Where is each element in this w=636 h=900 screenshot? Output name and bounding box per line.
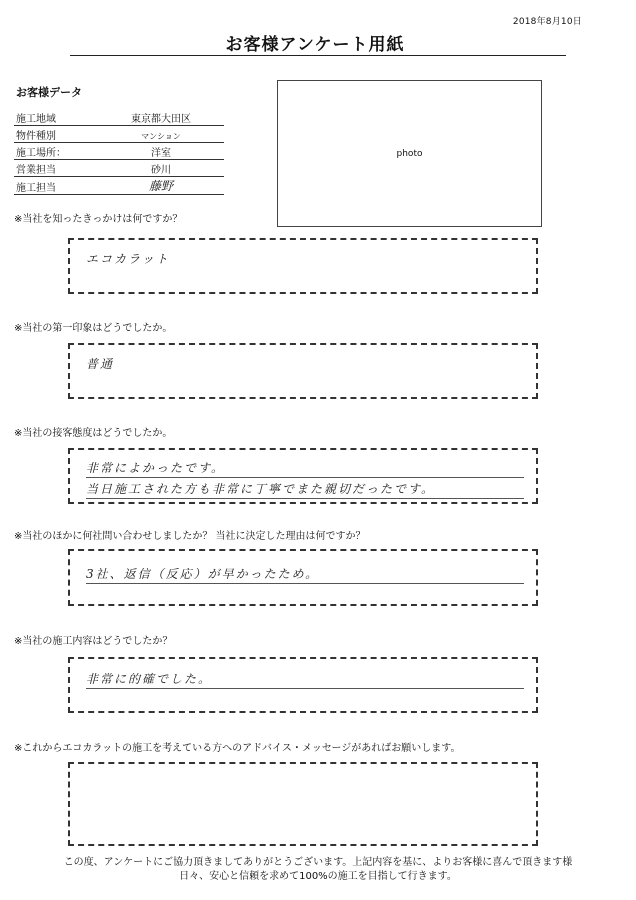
question-6: ※これからエコカラットの施工を考えている方へのアドバイス・メッセージがあればお願いします。 [14,743,461,754]
table-row [14,160,224,177]
photo-label: photo [396,148,423,159]
answer-box-6 [68,762,538,846]
title-underline [70,55,566,56]
field-label: 営業担当 [14,160,98,177]
table-row [14,126,224,143]
table-row [14,109,224,126]
question-1: ※当社を知ったきっかけは何ですか？ [14,214,183,225]
field-label: 施工地域 [14,109,98,126]
question-4: ※当社のほかに何社問い合わせしましたか？ 当社に決定した理由は何ですか？ [14,531,366,542]
form-date: 2018年8月10日 [512,17,582,27]
handwritten-answer-line: 非常に的確でした。 [86,670,524,689]
customer-data-heading: お客様データ [16,86,82,99]
field-label: 物件種別 [14,126,98,143]
question-5: ※当社の施工内容はどうでしたか？ [14,636,173,647]
question-2: ※当社の第一印象はどうでしたか。 [14,323,173,334]
footer-message [0,856,636,884]
answer-box-3 [68,448,538,504]
answer-box-4 [68,549,538,606]
handwritten-signature-value: 藤野 [98,177,224,195]
handwritten-answer-line: 非常によかったです。 [86,459,524,478]
field-value: マンション [98,126,224,143]
handwritten-answer-line: 当日施工された方も非常に丁寧でまた親切だったです。 [86,480,524,499]
field-label: 施工場所： [14,143,98,160]
footer-line-2: 日々、安心と信頼を求めて100%の施工を目指して行きます。 [179,871,457,882]
answer-box-1 [68,238,538,294]
field-value: 洋室 [98,143,224,160]
handwritten-answer-line: 3社、返信（反応）が早かったため。 [86,565,524,584]
answer-box-5 [68,657,538,713]
field-value: 砂川 [98,160,224,177]
handwritten-answer-line: エコカラット [86,252,170,266]
question-3: ※当社の接客態度はどうでしたか。 [14,428,173,439]
footer-line-1: この度、アンケートにご協力頂きましてありがとうございます。上記内容を基に、よりお客様に喜んで頂きます様 [63,857,573,868]
handwritten-answer-line: 普通 [86,357,115,371]
field-label: 施工担当 [14,177,98,195]
customer-data-table [14,109,224,195]
form-title: お客様アンケート用紙 [225,35,405,55]
table-row [14,143,224,160]
table-row [14,177,224,195]
answer-box-2 [68,343,538,399]
photo-placeholder [277,80,542,227]
field-value: 東京都大田区 [98,109,224,126]
